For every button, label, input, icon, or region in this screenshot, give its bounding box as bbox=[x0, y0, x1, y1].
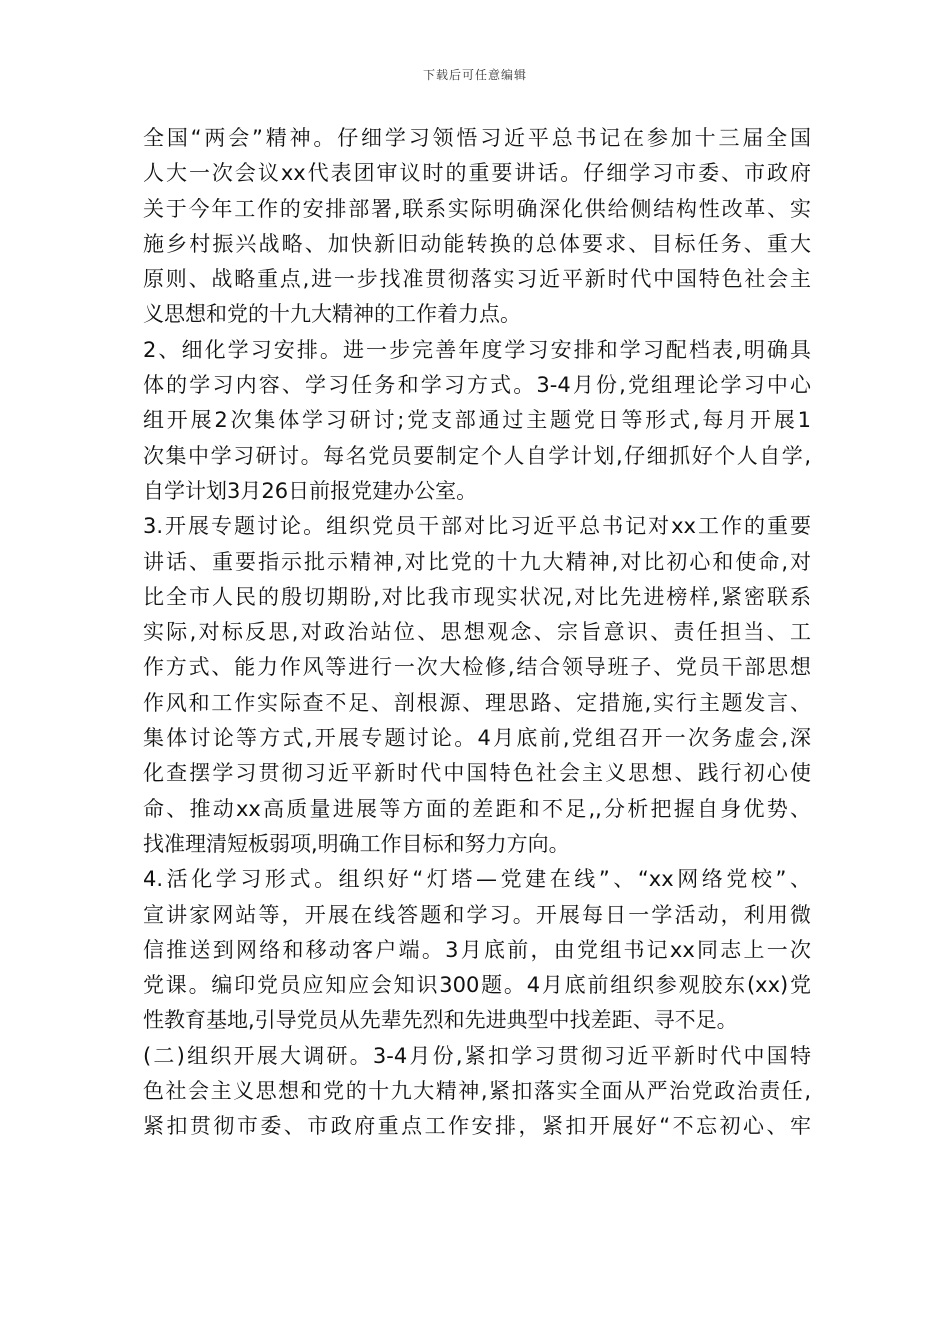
body-line: 作风和工作实际查不足、剖根源、理思路、定措施,实行主题发言、 bbox=[143, 690, 811, 715]
body-line: 次集中学习研讨。每名党员要制定个人自学计划,仔细抓好个人自学, bbox=[143, 443, 811, 468]
body-line: 化查摆学习贯彻习近平新时代中国特色社会主义思想、践行初心使 bbox=[143, 761, 811, 786]
body-line: 找准理清短板弱项,明确工作目标和努力方向。 bbox=[143, 831, 570, 856]
body-line: 实际,对标反思,对政治站位、思想观念、宗旨意识、责任担当、工 bbox=[143, 620, 811, 645]
body-line: 4.活化学习形式。组织好“灯塔—党建在线”、“xx网络党校”、 bbox=[143, 867, 811, 892]
body-line: 讲话、重要指示批示精神,对比党的十九大精神,对比初心和使命,对 bbox=[143, 549, 811, 574]
body-line: 党课。编印党员应知应会知识300题。4月底前组织参观胶东(xx)党 bbox=[143, 973, 811, 998]
body-line: 比全市人民的殷切期盼,对比我市现实状况,对比先进榜样,紧密联系 bbox=[143, 584, 811, 609]
body-line: 紧扣贯彻市委、市政府重点工作安排，紧扣开展好“不忘初心、牢 bbox=[143, 1114, 811, 1139]
document-body bbox=[143, 121, 811, 1145]
body-line: 作方式、能力作风等进行一次大检修,结合领导班子、党员干部思想 bbox=[143, 655, 811, 680]
body-line: 宣讲家网站等，开展在线答题和学习。开展每日一学活动，利用微 bbox=[143, 902, 811, 927]
body-line: 性教育基地,引导党员从先辈先烈和先进典型中找差距、寻不足。 bbox=[143, 1008, 738, 1033]
body-line: 3.开展专题讨论。组织党员干部对比习近平总书记对xx工作的重要 bbox=[143, 514, 811, 539]
body-line: 人大一次会议xx代表团审议时的重要讲话。仔细学习市委、市政府 bbox=[143, 161, 811, 186]
body-line: 施乡村振兴战略、加快新旧动能转换的总体要求、目标任务、重大 bbox=[143, 231, 811, 256]
body-line: 2、细化学习安排。进一步完善年度学习安排和学习配档表,明确具 bbox=[143, 337, 811, 362]
body-line: 色社会主义思想和党的十九大精神,紧扣落实全面从严治党政治责任, bbox=[143, 1079, 811, 1104]
body-line: (二)组织开展大调研。3-4月份,紧扣学习贯彻习近平新时代中国特 bbox=[143, 1043, 811, 1068]
body-line: 信推送到网络和移动客户端。3月底前，由党组书记xx同志上一次 bbox=[143, 937, 811, 962]
body-line: 原则、战略重点,进一步找准贯彻落实习近平新时代中国特色社会主 bbox=[143, 267, 811, 292]
body-line: 集体讨论等方式,开展专题讨论。4月底前,党组召开一次务虚会,深 bbox=[143, 726, 811, 751]
body-line: 关于今年工作的安排部署,联系实际明确深化供给侧结构性改革、实 bbox=[143, 196, 811, 221]
body-line: 义思想和党的十九大精神的工作着力点。 bbox=[143, 302, 521, 327]
header-note: 下载后可任意编辑 bbox=[422, 68, 527, 82]
body-line: 全国“两会”精神。仔细学习领悟习近平总书记在参加十三届全国 bbox=[143, 126, 811, 150]
body-line: 自学计划3月26日前报党建办公室。 bbox=[143, 478, 478, 503]
body-line: 体的学习内容、学习任务和学习方式。3-4月份,党组理论学习中心 bbox=[143, 373, 811, 398]
body-line: 组开展2次集体学习研讨;党支部通过主题党日等形式,每月开展1 bbox=[143, 408, 811, 433]
body-line: 命、推动xx高质量进展等方面的差距和不足,,分析把握自身优势、 bbox=[143, 796, 811, 821]
